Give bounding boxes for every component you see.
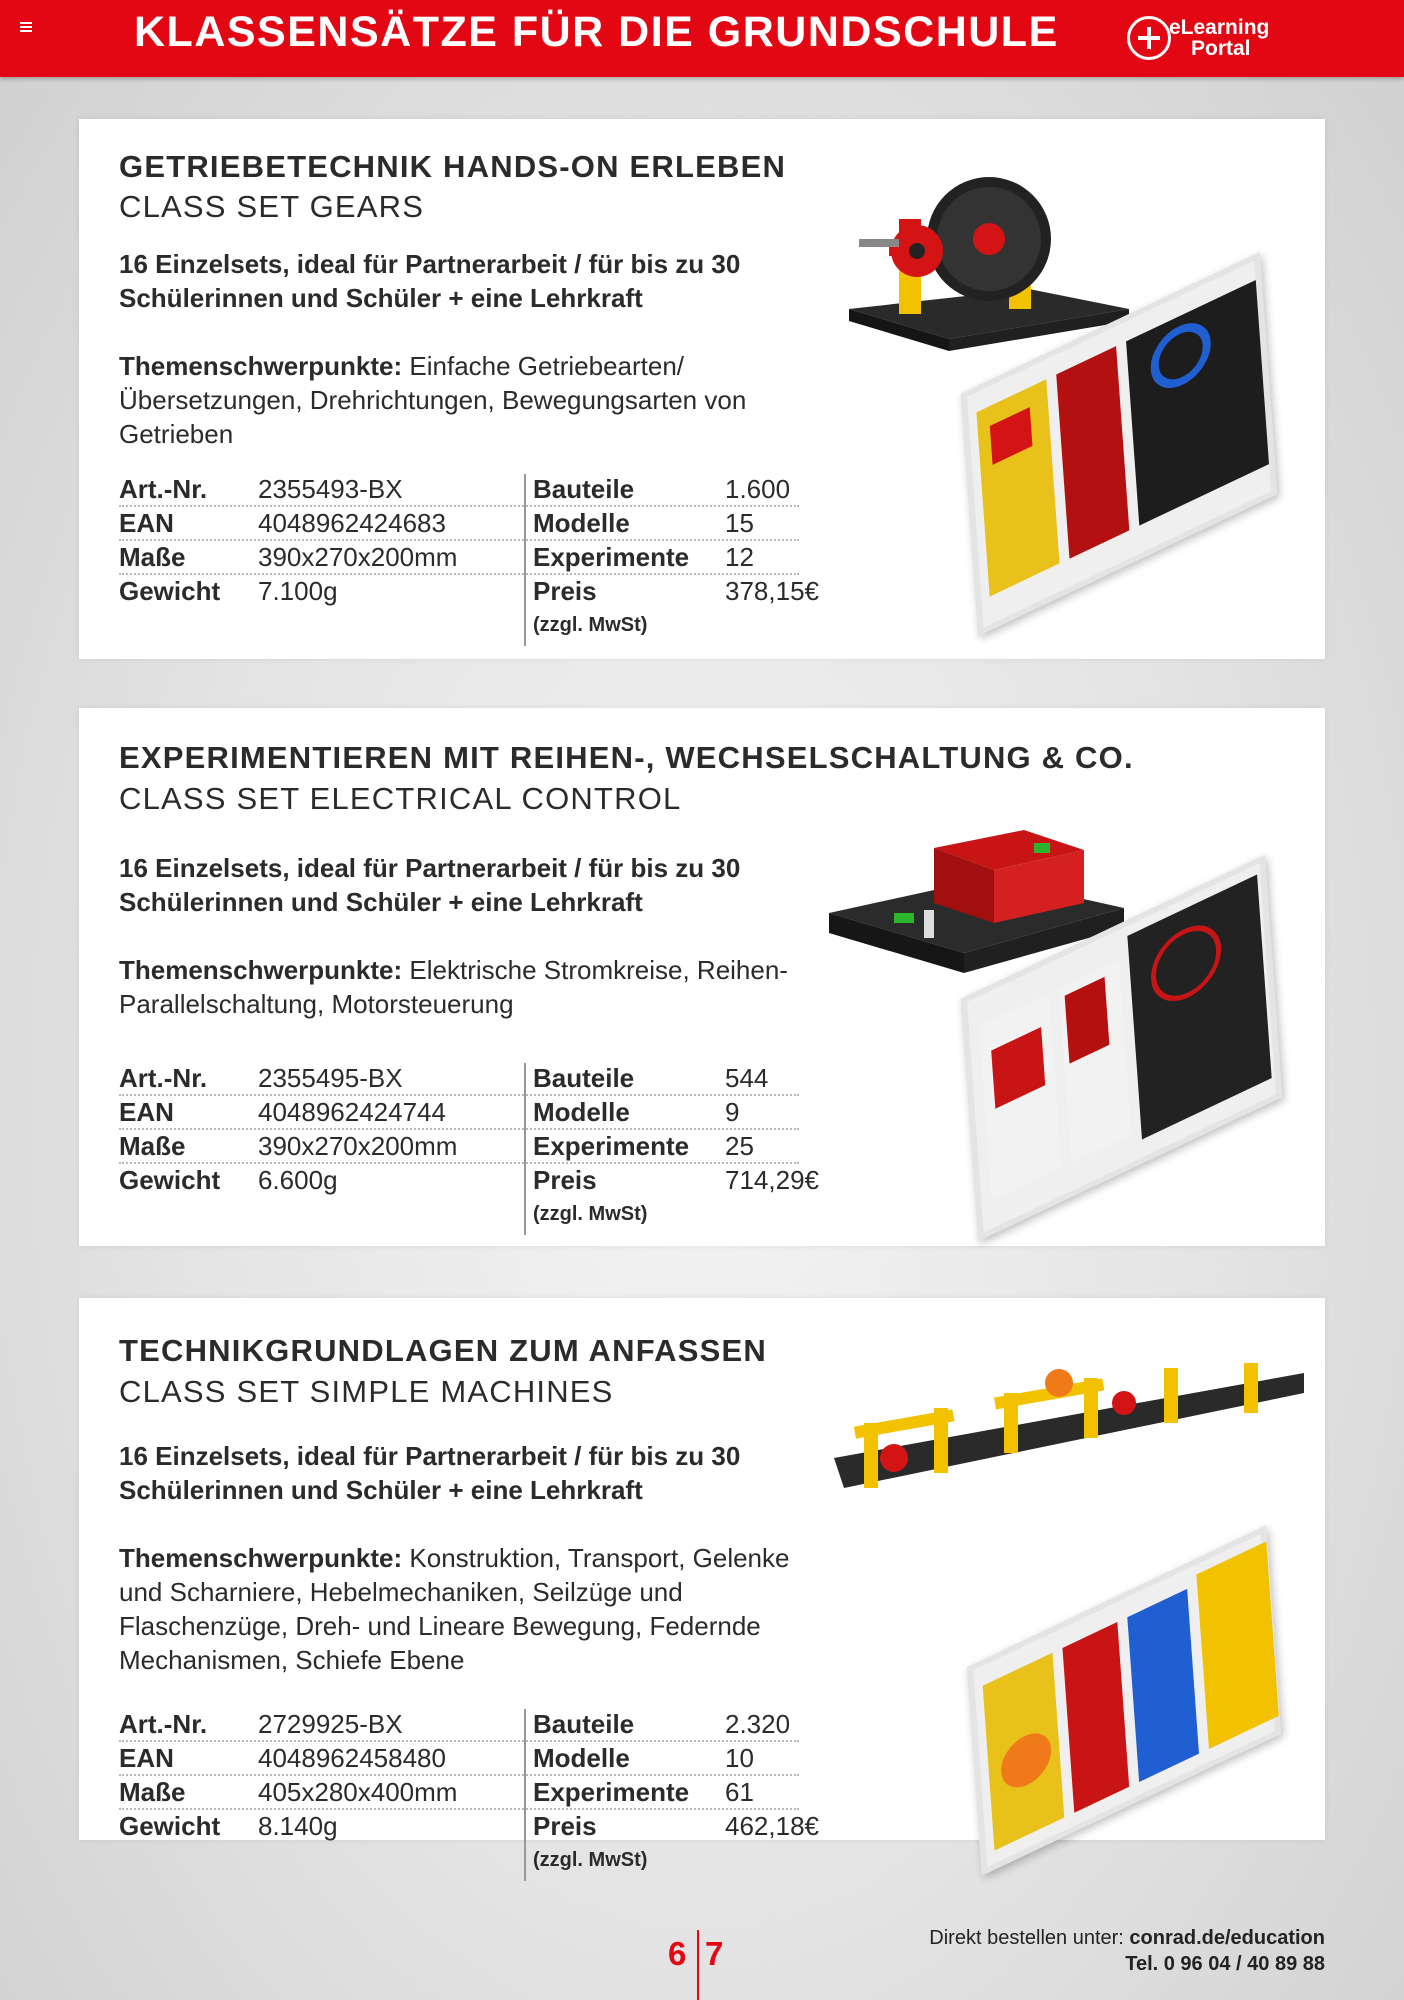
spec-value: 15 (725, 508, 754, 538)
spec-label: Experimente (533, 542, 690, 572)
spec-value: 6.600g (258, 1165, 338, 1195)
product-subtitle: CLASS SET GEARS (119, 189, 425, 224)
product-themes (119, 953, 839, 1021)
spec-label: Preis (533, 1811, 597, 1841)
spec-value: 4048962424744 (258, 1097, 446, 1127)
spec-label: Gewicht (119, 1165, 221, 1195)
spec-value: 1.600 (725, 474, 791, 504)
spec-label: Art.-Nr. (119, 1709, 208, 1739)
spec-label: Maße (119, 1777, 186, 1807)
spec-label: Experimente (533, 1777, 690, 1807)
page-number-left: 6 (668, 1935, 687, 1972)
product-ideal-text: 16 Einzelsets, ideal für Partnerarbeit / für bis zu 30 Schülerinnen und Schüler + eine Lehrkraft (119, 249, 741, 313)
spec-row (119, 508, 799, 542)
page-title: KLASSENSÄTZE FÜR DIE GRUNDSCHULE (134, 8, 1059, 56)
themes-text: Einfache Getriebearten/ Übersetzungen, Drehrichtungen, Bewegungsarten von Getrieben (119, 351, 747, 449)
spec-value: 2729925-BX (258, 1709, 403, 1739)
spec-label: EAN (119, 1743, 174, 1773)
spec-row (119, 1063, 799, 1097)
simple-machines-tray-image (967, 1525, 1281, 1875)
themes-label: Themenschwerpunkte: (119, 351, 403, 381)
menu-icon[interactable] (20, 22, 32, 32)
spec-value: 25 (725, 1131, 754, 1161)
spec-row (119, 542, 799, 576)
spec-row (119, 1743, 799, 1777)
order-link[interactable]: conrad.de/education (1129, 1927, 1325, 1949)
spec-value: 61 (725, 1777, 754, 1807)
logo-text-line2: Portal (1191, 37, 1251, 60)
spec-value: 8.140g (258, 1811, 338, 1841)
spec-value: 714,29€ (725, 1165, 819, 1195)
spec-value: 462,18€ (725, 1811, 819, 1841)
product-subtitle: CLASS SET ELECTRICAL CONTROL (119, 781, 682, 816)
spec-label: Preis (533, 576, 597, 606)
spec-value: 544 (725, 1063, 769, 1093)
product-card-simple-machines (79, 1298, 1325, 1871)
product-card-gears (79, 119, 1325, 659)
spec-row (119, 576, 819, 610)
product-title: EXPERIMENTIEREN MIT REIHEN-, WECHSELSCHALTUNG & CO. (119, 740, 1134, 775)
spec-value: 10 (725, 1743, 754, 1773)
page-number-right: 7 (705, 1935, 724, 1972)
spec-row (119, 1777, 799, 1811)
themes-text: Konstruktion, Transport, Gelenke und Scharniere, Hebelmechaniken, Seilzüge und Flaschenzüge, Dreh- und Lineare Bewegung, Federnde Mechanismen, Schiefe Ebene (119, 1543, 790, 1675)
spec-label: Modelle (533, 1743, 630, 1773)
themes-label: Themenschwerpunkte: (119, 1543, 403, 1573)
spec-label: Art.-Nr. (119, 1063, 208, 1093)
order-info (929, 1925, 1325, 1977)
product-subtitle: CLASS SET SIMPLE MACHINES (119, 1374, 614, 1409)
spec-value: 7.100g (258, 576, 338, 606)
spec-table (119, 474, 819, 644)
spec-label: Preis (533, 1165, 597, 1195)
spec-value: 2.320 (725, 1709, 791, 1739)
product-themes (119, 349, 839, 451)
spec-value: 9 (725, 1097, 740, 1127)
spec-label: Gewicht (119, 576, 221, 606)
spec-row (119, 474, 799, 508)
spec-label: EAN (119, 1097, 174, 1127)
logo-text-line1: eLearning (1169, 16, 1270, 39)
product-themes (119, 1541, 839, 1677)
spec-value: 4048962458480 (258, 1743, 446, 1773)
spec-row (119, 1097, 799, 1131)
themes-text: Elektrische Stromkreise, Reihen-Parallelschaltung, Motorsteuerung (119, 955, 788, 1019)
product-card-electrical (79, 708, 1325, 1246)
ball-machine-model-image (824, 1363, 1314, 1513)
spec-label: Maße (119, 1131, 186, 1161)
spec-label: Maße (119, 542, 186, 572)
vat-note: (zzgl. MwSt) (533, 614, 648, 636)
vat-note: (zzgl. MwSt) (533, 1849, 648, 1871)
spec-value: 2355493-BX (258, 474, 403, 504)
order-prefix: Direkt bestellen unter: (929, 1927, 1130, 1949)
page-header (0, 0, 1404, 77)
spec-label: Bauteile (533, 1063, 635, 1093)
spec-value: 4048962424683 (258, 508, 446, 538)
vat-note: (zzgl. MwSt) (533, 1203, 648, 1225)
spec-label: Art.-Nr. (119, 474, 208, 504)
spec-label: Modelle (533, 1097, 630, 1127)
product-title: TECHNIKGRUNDLAGEN ZUM ANFASSEN (119, 1333, 767, 1368)
gear-model-image (839, 159, 1139, 359)
order-phone: Tel. 0 96 04 / 40 89 88 (1125, 1953, 1325, 1975)
spec-label: EAN (119, 508, 174, 538)
product-title: GETRIEBETECHNIK HANDS-ON ERLEBEN (119, 149, 787, 184)
spec-row (119, 1811, 819, 1845)
spec-label: Experimente (533, 1131, 690, 1161)
spec-value: 378,15€ (725, 576, 819, 606)
spec-value: 390x270x200mm (258, 542, 458, 572)
spec-table (119, 1063, 819, 1233)
product-ideal-text: 16 Einzelsets, ideal für Partnerarbeit / für bis zu 30 Schülerinnen und Schüler + eine Lehrkraft (119, 1441, 741, 1505)
themes-label: Themenschwerpunkte: (119, 955, 403, 985)
spec-value: 2355495-BX (258, 1063, 403, 1093)
spec-label: Gewicht (119, 1811, 221, 1841)
plus-circle-icon (1127, 16, 1171, 60)
spec-label: Bauteile (533, 474, 635, 504)
spec-label: Bauteile (533, 1709, 635, 1739)
spec-row (119, 1709, 799, 1743)
spec-row (119, 1165, 819, 1199)
spec-value: 405x280x400mm (258, 1777, 458, 1807)
product-ideal-text: 16 Einzelsets, ideal für Partnerarbeit / für bis zu 30 Schülerinnen und Schüler + eine Lehrkraft (119, 853, 741, 917)
spec-row (119, 1131, 799, 1165)
spec-value: 12 (725, 542, 754, 572)
elearning-portal-logo[interactable] (1127, 12, 1269, 64)
page-divider (697, 1930, 699, 2000)
spec-table (119, 1709, 819, 1879)
spec-value: 390x270x200mm (258, 1131, 458, 1161)
spec-label: Modelle (533, 508, 630, 538)
